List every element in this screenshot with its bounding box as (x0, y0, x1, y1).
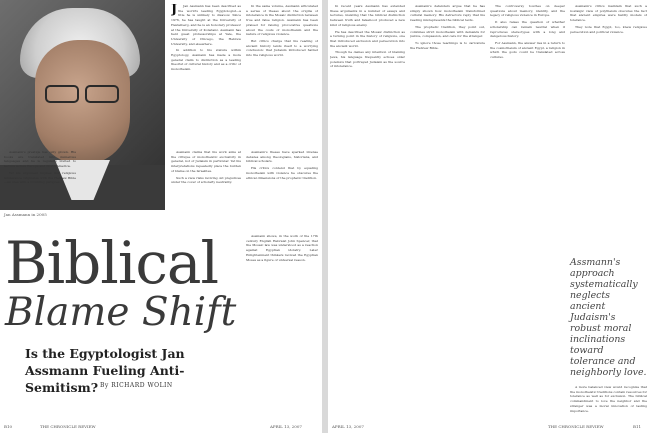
paragraph: For Assmann, the answer lies in a return to the cosmotheism of ancient Egypt, a religion in which the gods could be translated across cultures. (490, 40, 565, 60)
paragraph: They note that Egypt, too, knew religious persecution and political violence. (570, 24, 647, 34)
paragraph: Assmann's critics maintain that such a nostalgic view of polytheism obscures the fact that ancient empires were hardly models of tolerance. (570, 4, 647, 23)
text-column (171, 4, 241, 146)
paragraph: The prophetic tradition, they point out, combines strict monotheism with demands for justice, compassion, and care for the stranger. (410, 24, 485, 39)
paragraph: To ignore those teachings is to caricature the Hebrew Bible. (410, 40, 485, 50)
photo-caption: Jan Assmann in 2005 (4, 212, 47, 217)
paragraph: Assmann claims that his work aims at the critique of monotheistic exclusivity in general, not of Judaism in particular. Yet his interpretations repeatedly place the burden of blame on the Israelites. (171, 150, 241, 173)
text-column (171, 150, 241, 230)
footer-publication: THE CHRONICLE REVIEW (548, 424, 604, 429)
drop-cap: J (171, 4, 178, 17)
text-column (246, 4, 318, 146)
text-column (4, 150, 76, 210)
paragraph: But critics charge that his reading of ancient history lends itself to a worrying conclusion: that Judaism introduced hatred into the religious world. (246, 38, 318, 58)
paragraph: He has described the Mosaic distinction as a turning point in the history of religions, one that introduced exclusion and persecution into the ancient world. (330, 29, 405, 48)
headline: Biblical (5, 229, 219, 297)
text-column (246, 234, 318, 292)
footer-date: APRIL 13, 2007 (332, 424, 364, 429)
paragraph: A more balanced view would recognize that the monotheistic traditions contain resources for tolerance as well as for exclusion. The biblical commandment to love the neighbor and the stranger was a moral innovation of lasting importance. (570, 385, 647, 413)
paragraph: In addition to his stature within Egyptology, Assmann has made a more general claim to distinction as a leading theorist of cultural history and as a critic of monotheism. (171, 48, 241, 72)
footer-page-number: B10 (4, 424, 13, 429)
text-column (490, 330, 565, 420)
paragraph: Assmann's theses have sparked intense debates among theologians, historians, and biblical scholars. (246, 150, 318, 164)
paragraph: His critics contend that by equating monotheism with violence he obscures the ethical dimensions of the prophetic tradition. (246, 166, 318, 180)
text-column (246, 150, 318, 230)
text-column (570, 4, 647, 249)
paragraph: Assmann's defenders argue that he has simply shown how monotheism transformed cultural memory. His detractors reply that his reading misrepresents the biblical texts. (410, 4, 485, 23)
pull-quote: Assmann's approach systematically neglects ancient Judaism's robust moral inclinations toward tolerance and neighborly love. (570, 257, 647, 378)
paragraph: The controversy touches on deeper questions about memory, identity, and the legacy of religious violence in Europe. (490, 4, 565, 18)
footer-date: APRIL 13, 2007 (270, 424, 302, 429)
paragraph: Jan Assmann has been described as the world's leading Egyptologist—a title he is unlikely to disavow. Since 1976, he has taught at the University of Heidelberg, and he is an honorary professor at the University of Konstanz. Assmann has held guest professorships at Yale, the University of Chicago, the Hebrew University, and elsewhere. (171, 4, 241, 46)
paragraph: Such a view risks reviving old prejudices under the cover of scholarly neutrality. (171, 175, 241, 185)
paragraph: Assmann's prestige has only grown. His books are translated into numerous languages and he is regularly invited to lecture across Europe and North America. (4, 150, 76, 169)
paragraph: In recent years Assmann has extended these arguments in a number of essays and lectures, insisting that the biblical distinction between truth and falsehood produced a new kind of religious enemy. (330, 4, 405, 27)
deck: Is the Egyptologist Jan Assmann Fueling Anti-Semitism? (25, 346, 185, 395)
paragraph: Assmann shows, in the work of the 17th century English Hebraist John Spencer, that the Mosaic law was understood as a reaction against Egyptian idolatry. Later Enlightenment thinkers revived the Egyptian Moses as a figure of universal reason. (246, 234, 318, 262)
paragraph: Though he denies any intention of blaming Jews, his language frequently echoes older polemics that portrayed Judaism as the source of intolerance. (330, 50, 405, 69)
paragraph: In the same volume, Assmann articulated a series of theses about the origins of intolerance in the Mosaic distinction between true and false religion. Assmann has been praised for raising provocative questions about the costs of monotheism and the nature of religious violence. (246, 4, 318, 37)
byline: By RICHARD WOLIN (100, 382, 173, 389)
footer-publication: THE CHRONICLE REVIEW (40, 424, 96, 429)
footer-page-number: B11 (633, 424, 642, 429)
left-page (0, 0, 322, 433)
paragraph: Yet his argument implies that religious intolerance originates with the Hebrew Bible—an idea with a troubling pedigree. (4, 170, 76, 185)
headline-line-2: Blame Shift (5, 290, 237, 335)
text-column (330, 4, 405, 419)
paragraph: It also raises the question of whether scholarship can remain neutral when it reproduces stereotypes with a long and dangerous history. (490, 20, 565, 39)
text-column (410, 4, 485, 419)
text-column (570, 385, 647, 419)
right-page (328, 0, 650, 433)
